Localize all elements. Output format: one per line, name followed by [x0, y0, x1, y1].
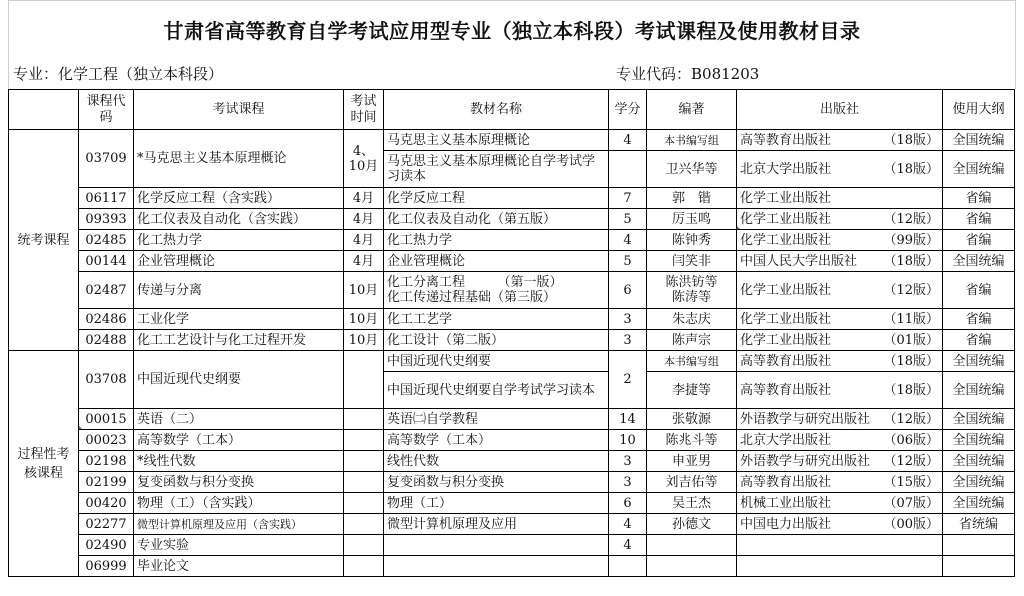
author-cell[interactable]: 本书编写组 — [647, 130, 737, 151]
syllabus-cell[interactable]: 省编 — [943, 188, 1015, 209]
syllabus-cell[interactable]: 省编 — [943, 230, 1015, 251]
textbook-cell[interactable]: 中国近现代史纲要自学考试学习读本 — [384, 372, 609, 409]
exam-time-cell[interactable]: 4月 — [344, 230, 384, 251]
author-line-1: 陈洪钫等 — [665, 275, 718, 290]
publisher-name: 外语教学与研究出版社 — [740, 453, 871, 469]
course-code-cell[interactable]: 02490 — [79, 535, 134, 556]
header-row — [9, 90, 1015, 130]
publisher-edition: （12版） — [883, 411, 939, 427]
course-name-cell[interactable]: 化学反应工程（含实践） — [134, 188, 344, 209]
author-cell[interactable]: 刘吉佑等 — [647, 472, 737, 493]
publisher-name: 机械工业出版社 — [740, 495, 832, 511]
author-cell[interactable]: 张敬源 — [647, 409, 737, 430]
publisher-edition: （99版） — [883, 232, 939, 248]
author-cell[interactable]: 本书编写组 — [647, 351, 737, 372]
header-course[interactable]: 考试课程 — [134, 90, 344, 130]
exam-time-cell[interactable]: 4月 — [344, 188, 384, 209]
course-name-cell[interactable]: 中国近现代史纲要 — [134, 351, 344, 409]
course-name-cell[interactable]: *线性代数 — [134, 451, 344, 472]
author-cell[interactable] — [647, 535, 737, 556]
table-row — [9, 309, 1015, 330]
publisher-edition: （18版） — [883, 353, 939, 369]
syllabus-cell[interactable]: 全国统编 — [943, 351, 1015, 372]
textbook-cell[interactable]: 化学反应工程 — [384, 188, 609, 209]
textbook-cell[interactable]: 高等数学（工本） — [384, 430, 609, 451]
publisher-cell[interactable] — [737, 430, 943, 451]
syllabus-cell[interactable]: 全国统编 — [943, 493, 1015, 514]
publisher-name: 北京大学出版社 — [740, 432, 832, 448]
credit-cell[interactable]: 4 — [609, 535, 647, 556]
author-cell[interactable]: 吴王杰 — [647, 493, 737, 514]
publisher-edition: （00版） — [883, 516, 939, 532]
textbook-cell[interactable]: 马克思主义基本原理概论自学考试学习读本 — [384, 151, 609, 188]
publisher-cell[interactable] — [737, 514, 943, 535]
author-cell[interactable]: 申亚男 — [647, 451, 737, 472]
course-code-cell[interactable]: 02485 — [79, 230, 134, 251]
syllabus-cell[interactable]: 全国统编 — [943, 251, 1015, 272]
syllabus-cell[interactable] — [943, 556, 1015, 577]
exam-time-cell[interactable] — [344, 472, 384, 493]
publisher-cell[interactable] — [737, 151, 943, 188]
credit-cell[interactable]: 2 — [609, 351, 647, 409]
publisher-edition: （12版） — [883, 453, 939, 469]
publisher-cell[interactable] — [737, 372, 943, 409]
header-syllabus[interactable]: 使用大纲 — [943, 90, 1015, 130]
publisher-cell[interactable] — [737, 535, 943, 556]
table-row — [9, 188, 1015, 209]
textbook-cell[interactable] — [384, 556, 609, 577]
header-credit[interactable]: 学分 — [609, 90, 647, 130]
author-cell[interactable]: 陈兆斗等 — [647, 430, 737, 451]
publisher-edition: （18版） — [883, 382, 939, 398]
publisher-cell[interactable] — [737, 230, 943, 251]
textbook-cell[interactable] — [384, 535, 609, 556]
publisher-name: 化学工业出版社 — [740, 311, 832, 327]
textbook-line-1: 化工分离工程 （第一版） — [387, 275, 563, 290]
publisher-name: 外语教学与研究出版社 — [740, 411, 871, 427]
syllabus-cell[interactable]: 全国统编 — [943, 409, 1015, 430]
course-code-cell[interactable]: 02488 — [79, 330, 134, 351]
textbook-cell[interactable]: 微型计算机原理及应用 — [384, 514, 609, 535]
credit-cell[interactable]: 3 — [609, 451, 647, 472]
textbook-cell[interactable]: 物理（工） — [384, 493, 609, 514]
publisher-name: 中国人民大学出版社 — [740, 253, 858, 269]
table-row — [9, 493, 1015, 514]
credit-cell[interactable] — [609, 556, 647, 577]
exam-time-cell[interactable]: 4、10月 — [344, 130, 384, 188]
credit-cell[interactable]: 3 — [609, 472, 647, 493]
table-row — [9, 430, 1015, 451]
table-row — [9, 251, 1015, 272]
publisher-edition: （12版） — [883, 211, 939, 227]
textbook-cell[interactable]: 化工设计（第二版） — [384, 330, 609, 351]
textbook-cell[interactable]: 马克思主义基本原理概论 — [384, 130, 609, 151]
table-row — [9, 451, 1015, 472]
table-row — [9, 535, 1015, 556]
credit-cell[interactable]: 5 — [609, 251, 647, 272]
syllabus-cell[interactable]: 省编 — [943, 330, 1015, 351]
exam-time-cell[interactable]: 4月 — [344, 251, 384, 272]
credit-cell[interactable]: 7 — [609, 188, 647, 209]
publisher-cell[interactable] — [737, 409, 943, 430]
author-cell[interactable]: 卫兴华等 — [647, 151, 737, 188]
credit-cell[interactable]: 3 — [609, 330, 647, 351]
publisher-edition: （18版） — [883, 161, 939, 177]
syllabus-cell[interactable]: 全国统编 — [943, 472, 1015, 493]
publisher-name: 中国电力出版社 — [740, 516, 832, 532]
course-code-cell[interactable]: 00420 — [79, 493, 134, 514]
credit-cell[interactable]: 10 — [609, 430, 647, 451]
header-category — [9, 90, 79, 130]
textbook-cell[interactable]: 线性代数 — [384, 451, 609, 472]
publisher-cell[interactable] — [737, 556, 943, 577]
table-row — [9, 272, 1015, 309]
author-cell[interactable]: 郭 锴 — [647, 188, 737, 209]
major-info-row — [8, 57, 1016, 89]
course-name-cell[interactable]: 英语（二） — [134, 409, 344, 430]
course-code-cell[interactable]: 00144 — [79, 251, 134, 272]
exam-time-cell[interactable] — [344, 556, 384, 577]
publisher-cell[interactable] — [737, 351, 943, 372]
textbook-cell[interactable]: 化工工艺学 — [384, 309, 609, 330]
course-name-cell[interactable]: 专业实验 — [134, 535, 344, 556]
author-cell[interactable]: 陈声宗 — [647, 330, 737, 351]
syllabus-cell[interactable]: 省编 — [943, 209, 1015, 230]
table-row — [9, 209, 1015, 230]
course-name-cell[interactable]: 化工工艺设计与化工过程开发 — [134, 330, 344, 351]
publisher-cell[interactable] — [737, 272, 943, 309]
publisher-cell[interactable] — [737, 130, 943, 151]
course-name-cell[interactable]: 企业管理概论 — [134, 251, 344, 272]
course-code-cell[interactable]: 00023 — [79, 430, 134, 451]
publisher-name: 高等教育出版社 — [740, 353, 832, 369]
publisher-cell[interactable] — [737, 188, 943, 209]
author-cell[interactable]: 闫笑非 — [647, 251, 737, 272]
syllabus-cell[interactable]: 全国统编 — [943, 130, 1015, 151]
publisher-name: 高等教育出版社 — [740, 382, 832, 398]
course-name-cell[interactable]: 复变函数与积分变换 — [134, 472, 344, 493]
textbook-cell[interactable]: 英语㈡自学教程 — [384, 409, 609, 430]
table-row — [9, 556, 1015, 577]
publisher-edition: （07版） — [883, 495, 939, 511]
course-code-cell[interactable]: 06999 — [79, 556, 134, 577]
table-row — [9, 514, 1015, 535]
publisher-cell[interactable] — [737, 251, 943, 272]
publisher-name: 化学工业出版社 — [740, 282, 832, 298]
publisher-cell[interactable] — [737, 209, 943, 230]
exam-time-cell[interactable] — [344, 514, 384, 535]
credit-cell[interactable]: 14 — [609, 409, 647, 430]
major-label: 专业：化学工程（独立本科段） — [13, 65, 224, 83]
syllabus-cell[interactable]: 全国统编 — [943, 451, 1015, 472]
syllabus-cell[interactable]: 省编 — [943, 272, 1015, 309]
publisher-edition: （15版） — [883, 474, 939, 490]
exam-time-cell[interactable]: 10月 — [344, 309, 384, 330]
exam-time-cell[interactable]: 4月 — [344, 209, 384, 230]
author-cell[interactable]: 朱志庆 — [647, 309, 737, 330]
course-code-cell[interactable]: 00015 — [79, 409, 134, 430]
course-name-cell[interactable]: 微型计算机原理及应用（含实践） — [134, 514, 344, 535]
syllabus-cell[interactable] — [943, 535, 1015, 556]
course-name-cell[interactable]: 传递与分离 — [134, 272, 344, 309]
course-code-cell[interactable]: 02486 — [79, 309, 134, 330]
table-row — [9, 230, 1015, 251]
credit-cell[interactable] — [609, 151, 647, 188]
exam-time-cell[interactable] — [344, 451, 384, 472]
author-cell[interactable]: 李捷等 — [647, 372, 737, 409]
course-table — [8, 89, 1015, 577]
textbook-line-2: 化工传递过程基础（第三版） — [387, 290, 557, 305]
publisher-edition: （06版） — [883, 432, 939, 448]
author-line-2: 陈涛等 — [671, 290, 711, 305]
author-cell[interactable] — [647, 272, 737, 309]
major-code-label: 专业代码：B081203 — [616, 65, 760, 83]
publisher-edition: （18版） — [883, 132, 939, 148]
exam-time-cell[interactable]: 10月 — [344, 330, 384, 351]
textbook-cell[interactable]: 企业管理概论 — [384, 251, 609, 272]
course-name-cell[interactable]: 化工仪表及自动化（含实践） — [134, 209, 344, 230]
author-cell[interactable]: 孙德文 — [647, 514, 737, 535]
textbook-cell[interactable] — [384, 272, 609, 309]
syllabus-cell[interactable]: 省编 — [943, 309, 1015, 330]
table-row — [9, 351, 1015, 372]
header-textbook[interactable]: 教材名称 — [384, 90, 609, 130]
syllabus-cell[interactable]: 省统编 — [943, 514, 1015, 535]
course-code-cell[interactable]: 02199 — [79, 472, 134, 493]
credit-cell[interactable]: 4 — [609, 130, 647, 151]
credit-cell[interactable]: 4 — [609, 514, 647, 535]
course-code-cell[interactable]: 03708 — [79, 351, 134, 409]
exam-time-cell[interactable] — [344, 493, 384, 514]
publisher-name: 化学工业出版社 — [740, 332, 832, 348]
table-row — [9, 472, 1015, 493]
syllabus-cell[interactable]: 全国统编 — [943, 372, 1015, 409]
credit-cell[interactable]: 3 — [609, 309, 647, 330]
exam-time-cell[interactable] — [344, 430, 384, 451]
exam-time-cell[interactable] — [344, 351, 384, 409]
header-code[interactable]: 课程代码 — [79, 90, 134, 130]
credit-cell[interactable]: 5 — [609, 209, 647, 230]
author-cell[interactable]: 厉玉鸣 — [647, 209, 737, 230]
table-row — [9, 330, 1015, 351]
course-code-cell[interactable]: 09393 — [79, 209, 134, 230]
publisher-cell[interactable] — [737, 472, 943, 493]
credit-cell[interactable]: 6 — [609, 493, 647, 514]
author-cell[interactable] — [647, 556, 737, 577]
category-process[interactable]: 过程性考核课程 — [9, 351, 79, 577]
author-cell[interactable]: 陈钟秀 — [647, 230, 737, 251]
exam-time-cell[interactable]: 10月 — [344, 272, 384, 309]
course-name-cell[interactable]: *马克思主义基本原理概论 — [134, 130, 344, 188]
course-name-cell[interactable]: 毕业论文 — [134, 556, 344, 577]
header-publisher[interactable]: 出版社 — [737, 90, 943, 130]
textbook-cell[interactable]: 复变函数与积分变换 — [384, 472, 609, 493]
header-author[interactable]: 编著 — [647, 90, 737, 130]
course-code-cell[interactable]: 06117 — [79, 188, 134, 209]
course-name-cell[interactable]: 化工热力学 — [134, 230, 344, 251]
publisher-name: 化学工业出版社 — [740, 211, 832, 227]
publisher-edition: （11版） — [883, 311, 939, 327]
course-code-cell[interactable]: 02487 — [79, 272, 134, 309]
publisher-edition: （12版） — [883, 282, 939, 298]
category-unified[interactable]: 统考课程 — [9, 130, 79, 351]
publisher-edition: （01版） — [883, 332, 939, 348]
publisher-name: 化学工业出版社 — [740, 232, 832, 248]
publisher-name: 北京大学出版社 — [740, 161, 832, 177]
publisher-edition: （18版） — [883, 253, 939, 269]
publisher-name: 高等教育出版社 — [740, 132, 832, 148]
page-title: 甘肃省高等教育自学考试应用型专业（独立本科段）考试课程及使用教材目录 — [8, 0, 1016, 58]
credit-cell[interactable]: 6 — [609, 272, 647, 309]
credit-cell[interactable]: 4 — [609, 230, 647, 251]
course-code-cell[interactable]: 02277 — [79, 514, 134, 535]
table-row — [9, 130, 1015, 151]
exam-time-cell[interactable] — [344, 409, 384, 430]
syllabus-cell[interactable]: 全国统编 — [943, 151, 1015, 188]
course-code-cell[interactable]: 02198 — [79, 451, 134, 472]
course-name-cell[interactable]: 高等数学（工本） — [134, 430, 344, 451]
exam-time-cell[interactable] — [344, 535, 384, 556]
course-name-cell[interactable]: 工业化学 — [134, 309, 344, 330]
table-row — [9, 409, 1015, 430]
publisher-cell[interactable] — [737, 493, 943, 514]
publisher-name: 化学工业出版社 — [740, 190, 832, 206]
course-code-cell[interactable]: 03709 — [79, 130, 134, 188]
publisher-name: 高等教育出版社 — [740, 474, 832, 490]
header-time[interactable]: 考试时间 — [344, 90, 384, 130]
course-name-cell[interactable]: 物理（工）（含实践） — [134, 493, 344, 514]
publisher-cell[interactable] — [737, 309, 943, 330]
publisher-cell[interactable] — [737, 451, 943, 472]
textbook-cell[interactable]: 化工仪表及自动化（第五版） — [384, 209, 609, 230]
syllabus-cell[interactable]: 全国统编 — [943, 430, 1015, 451]
textbook-cell[interactable]: 化工热力学 — [384, 230, 609, 251]
textbook-cell[interactable]: 中国近现代史纲要 — [384, 351, 609, 372]
publisher-cell[interactable] — [737, 330, 943, 351]
